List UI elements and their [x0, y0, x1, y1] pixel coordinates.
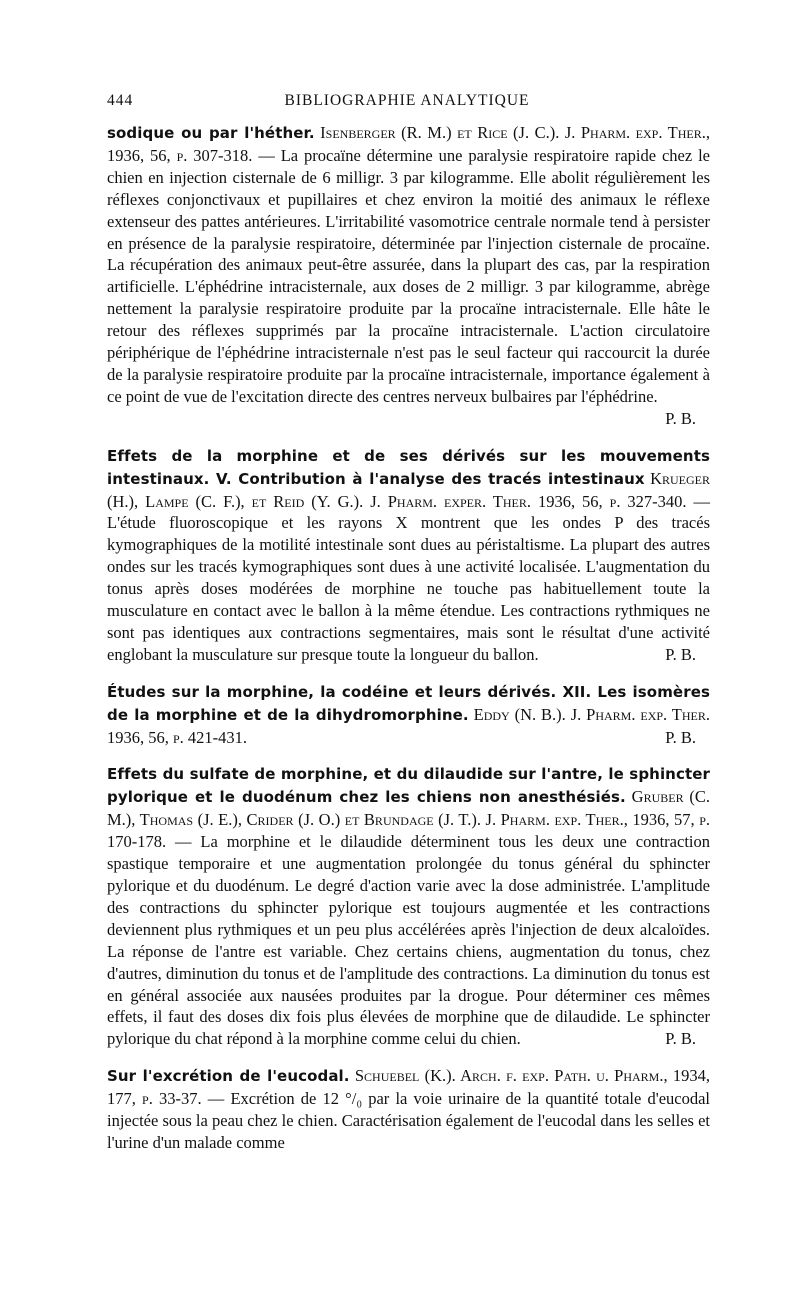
entry-reference: Krueger (H.), Lampe (C. F.), et Reid (Y. G.). J. Pharm. exper. Ther. 1936, 56, p. 327-340.: [107, 468, 710, 511]
bibliography-list: [107, 122, 710, 1154]
entry-body: — L'étude fluoroscopique et les rayons X montrent que les ondes P des tracés kymographiques de la motilité intestinale sont dues au péristaltisme. La plupart des autres ondes sur les tracés kymographiques sont dues à une activité localisée. L'augmentation du tonus après doses modérées de morphine ne touche pas habituellement toute la musculature en contact avec le ballon à la même étendue. Les contractions rythmiques ne sont pas identiques aux contractions segmentaires, mais sont le résultat d'une activité englobant la musculature sur presque toute la longueur du ballon.: [107, 491, 710, 664]
entry-body: — Excrétion de 12 °/₀ par la voie urinaire de la quantité totale d'eucodal injectée sous la peau chez le chien. Caractérisation également de l'eucodal dans les selles et l'urine d'un malade comme: [107, 1089, 710, 1152]
entry-title: Effets du sulfate de morphine, et du dilaudide sur l'antre, le sphincter pylorique et le duodénum chez les chiens non anesthésiés.: [107, 765, 710, 807]
bibliography-entry: [107, 1065, 710, 1154]
entry-body: — La procaïne détermine une paralysie respiratoire rapide chez le chien en injection cisternale de 6 milligr. 3 par kilogramme. Elle abolit régulièrement les réflexes conjonctivaux et pupillaires et chez environ la moitié des animaux le réflexe extenseur des pattes antérieures. L'irritabilité vasomotrice centrale normale tend à persister en présence de la paralysie respiratoire, déterminée par l'injection cisternale de procaïne. La récupération des animaux peut-être assurée, dans la plupart des cas, par la respiration artificielle. L'éphédrine intracisternale, aux doses de 2 milligr. 3 par kilogramme, abrège nettement la paralysie respiratoire produite par la procaïne intracisternale. Elle hâte le retour des réflexes supprimés par la procaïne intracisternale. L'action circulatoire périphérique de l'éphédrine intracisternale n'est pas le seul facteur qui raccourcit la durée de la paralysie respiratoire produite par la procaïne intracisternale, importance également à ce point de vue de l'excitation directe des centres nerveux bulbaires par l'éphédrine.: [107, 145, 711, 406]
entry-title: Effets de la morphine et de ses dérivés sur les mouvements intestinaux. V. Contribution à l'analyse des tracés intestinaux: [107, 446, 710, 488]
bibliography-entry: [107, 445, 710, 666]
running-header: [107, 92, 707, 114]
entry-body: — La morphine et le dilaudide déterminent tous les deux une contraction spastique temporaire et une augmentation prolongée du tonus général du sphincter pylorique et du duodénum. Le degré d'action varie avec la dose administrée. L'amplitude des contractions du sphincter pylorique est toujours augmentée et les contractions deviennent plus rythmiques et un peu plus accélérées après l'injection de deux alcaloïdes. La réponse de l'antre est variable. Chez certains chiens, augmentation du tonus, chez d'autres, diminution du tonus et de l'amplitude des contractions. La diminution du tonus est en général associée aux nausées produites par la drogue. Pour déterminer ces mêmes effets, il faut des doses dix fois plus élevées de morphine que de dilaudide. Le sphincter pylorique du chat répond à la morphine comme celui du chien.: [107, 832, 710, 1049]
entry-signature: P. B.: [665, 1029, 696, 1049]
entry-reference: Gruber (C. M.), Thomas (J. E.), Crider (J. O.) et Brundage (J. T.). J. Pharm. exp. Ther., 1936, 57, p. 170-178.: [107, 787, 710, 852]
entry-signature: P. B.: [665, 408, 696, 428]
page-number: 444: [107, 92, 134, 109]
running-title: BIBLIOGRAPHIE ANALYTIQUE: [284, 92, 530, 109]
entry-title: Sur l'excrétion de l'eucodal.: [107, 1067, 350, 1086]
entry-title: sodique ou par l'héther.: [107, 124, 315, 142]
entry-reference: Isenberger (R. M.) et Rice (J. C.). J. Pharm. exp. Ther., 1936, 56, p. 307-318.: [107, 123, 710, 165]
entry-signature: P. B.: [665, 644, 696, 664]
entry-title: Études sur la morphine, la codéine et leurs dérivés. XII. Les isomères de la morphine et de la dihydromorphine.: [107, 682, 710, 724]
bibliography-entry: [107, 681, 710, 749]
bibliography-entry: [107, 122, 710, 430]
entry-reference: Eddy (N. B.). J. Pharm. exp. Ther. 1936, 56, p. 421-431.: [107, 704, 710, 747]
entry-signature: P. B.: [665, 727, 696, 747]
bibliography-entry: [107, 763, 710, 1050]
entry-reference: Schuebel (K.). Arch. f. exp. Path. u. Pharm., 1934, 177, p. 33-37.: [107, 1066, 710, 1109]
